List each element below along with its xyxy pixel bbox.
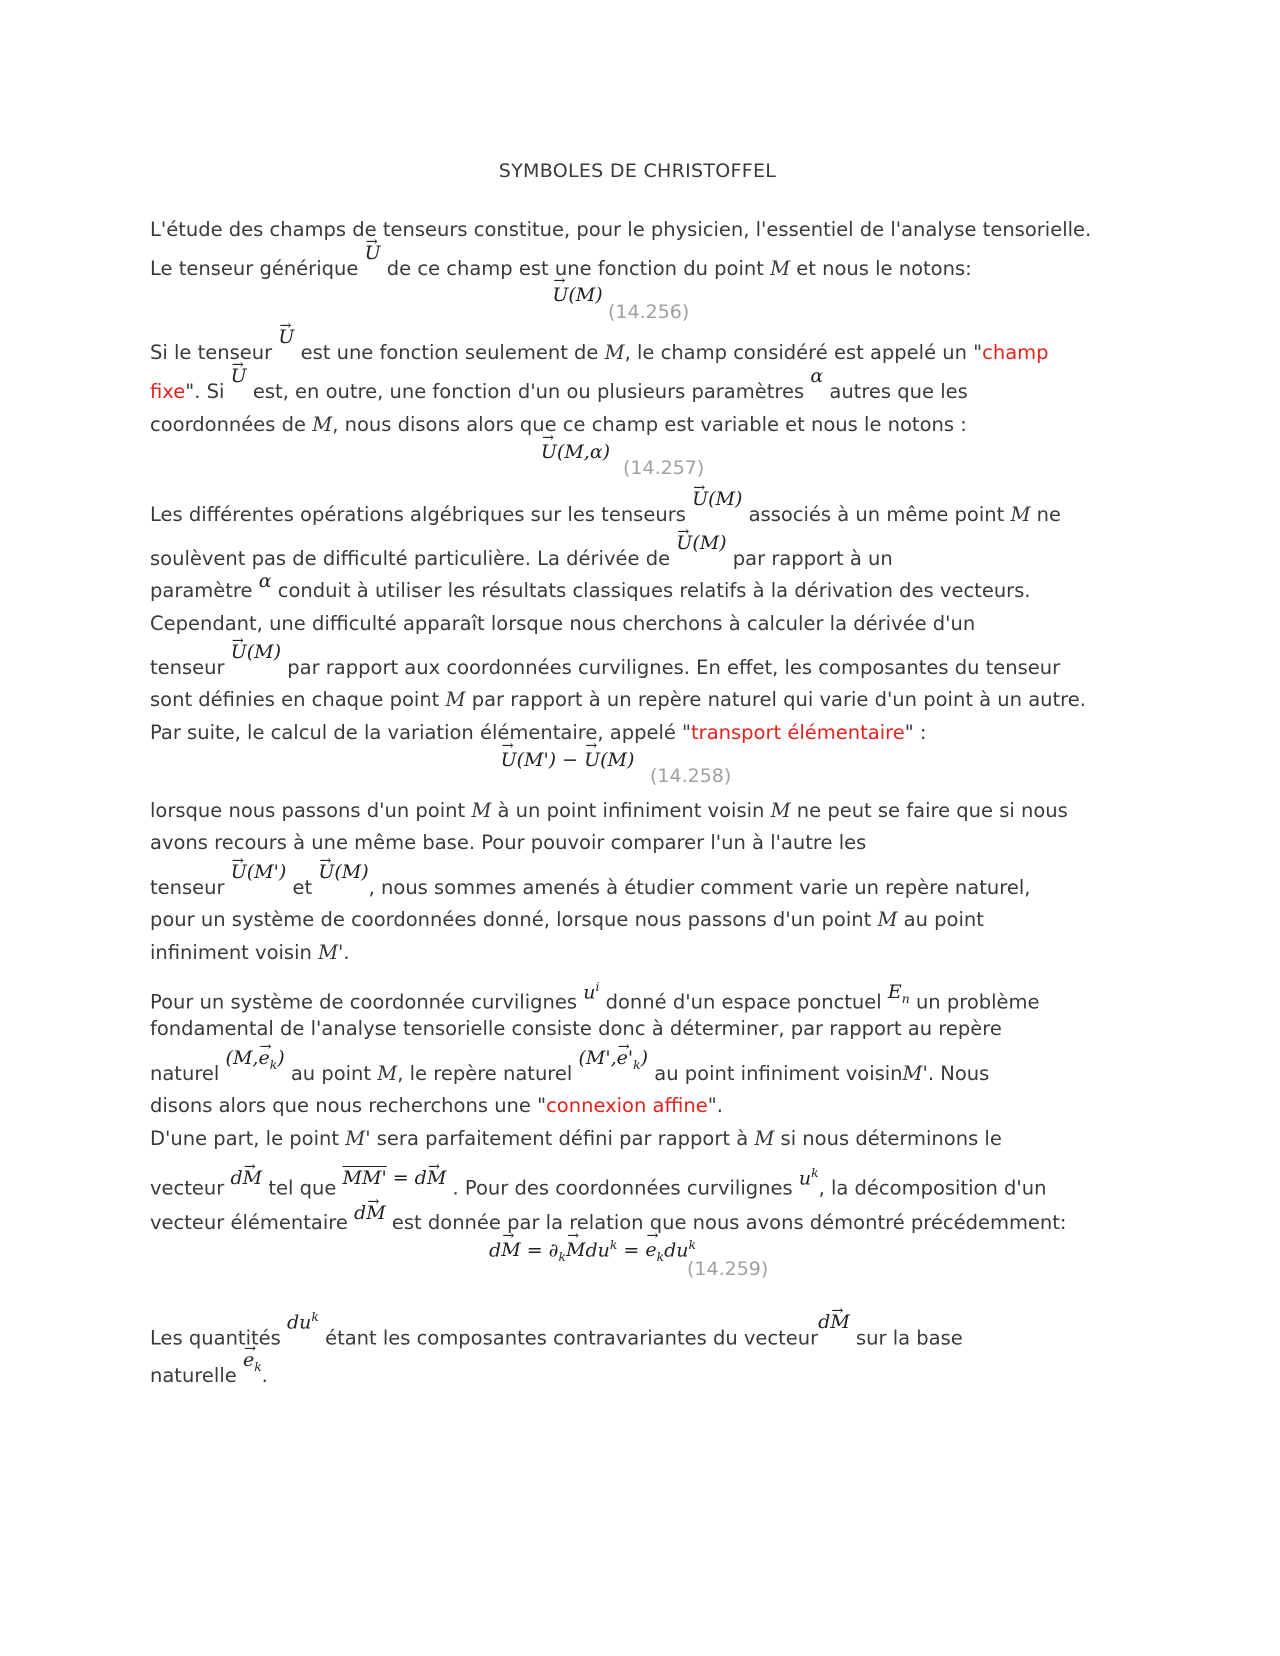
math-point-M: M <box>1010 503 1031 526</box>
paragraph-line <box>150 907 984 933</box>
paragraph-line <box>150 326 1049 366</box>
text: Par suite, le calcul de la variation élémentaire, appelé " <box>150 721 692 744</box>
math-dM: d→ M <box>230 1165 262 1191</box>
math-e-k: → $e_k$ <box>243 1347 262 1380</box>
text: au point <box>903 908 984 931</box>
text: infiniment voisin <box>150 941 312 964</box>
text: . Pour des coordonnées curvilignes <box>452 1176 793 1200</box>
equation-number: (14.257) <box>623 457 705 479</box>
equation-14-258 <box>150 749 1125 771</box>
paragraph-line <box>150 412 967 438</box>
equation-number: (14.259) <box>687 1258 769 1280</box>
text: donné d'un espace ponctuel <box>605 990 882 1014</box>
paragraph-line <box>150 570 1031 604</box>
math-U-of-M: → U(M) <box>318 859 368 885</box>
text: sur la base <box>856 1326 963 1350</box>
equation-expression: $d\to M = \partial_k\to Mdu^k$ = → $e_kdu^k$ <box>489 1238 696 1264</box>
text: Si le tenseur <box>150 341 273 364</box>
paragraph-line <box>150 1202 1067 1236</box>
text: ne <box>1036 503 1061 526</box>
paragraph-line <box>150 798 1068 824</box>
math-point-M: M <box>754 1127 775 1150</box>
math-point-M: M <box>877 908 898 931</box>
text: est une fonction seulement de <box>300 341 599 364</box>
text: Les quantités <box>150 1326 281 1350</box>
paragraph-line <box>150 1016 1002 1042</box>
text: soulèvent pas de difficulté particulière. La dérivée de <box>150 547 671 570</box>
math-U-of-M: → U(M) <box>231 639 281 665</box>
text: à un point infiniment voisin <box>497 799 765 822</box>
text: , nous disons alors que ce champ est variable et nous le notons : <box>332 413 967 436</box>
equation-14-259 <box>150 1238 1125 1264</box>
math-dM: d→ M <box>818 1309 850 1335</box>
text: fondamental de l'analyse tensorielle consiste donc à déterminer, par rapport au repère <box>150 1017 1002 1040</box>
text: vecteur <box>150 1176 225 1200</box>
paragraph-line <box>150 1166 1047 1201</box>
equation-number: (14.258) <box>650 765 732 787</box>
math-tensor-U: → U <box>365 240 381 266</box>
text: Cependant, une difficulté apparaît lorsque nous cherchons à calculer la dérivée d'un <box>150 612 976 635</box>
text: ". <box>707 1094 723 1117</box>
math-alpha: α <box>810 365 824 387</box>
text: paramètre <box>150 579 253 602</box>
text: Pour un système de coordonnée curvilignes <box>150 990 578 1014</box>
math-point-M: M <box>770 257 791 280</box>
text: au point <box>290 1062 372 1085</box>
text: naturelle <box>150 1364 237 1387</box>
text: , la décomposition d'un <box>818 1176 1047 1200</box>
text: de ce champ est une fonction du point <box>386 257 764 280</box>
text: associés à un même point <box>748 503 1005 526</box>
text: par rapport à un <box>732 547 893 570</box>
text: Les différentes opérations algébriques sur les tenseurs <box>150 503 686 526</box>
paragraph-line <box>150 940 350 966</box>
text: sera parfaitement défini par rapport à <box>376 1127 749 1150</box>
math-alpha: α <box>258 570 272 592</box>
text: pour un système de coordonnées donné, lorsque nous passons d'un point <box>150 908 872 931</box>
paragraph-line <box>150 1349 268 1396</box>
paragraph-line <box>150 611 975 637</box>
text: ". Si <box>185 380 225 403</box>
highlight-connexion: connexion affine <box>546 1094 708 1117</box>
paragraph-line <box>150 1047 990 1094</box>
text: avons recours à une même base. Pour pouvoir comparer l'un à l'autre les <box>150 831 867 854</box>
paragraph-line <box>150 720 926 746</box>
math-frame-Mprime-ekprime: $(M',\to e'_k)$ <box>579 1045 649 1078</box>
math-point-Mprime: M' <box>345 1127 371 1150</box>
equation-expression: → U(M) <box>552 284 602 306</box>
math-frame-M-ek: $(M,\to e_k)$ <box>226 1045 285 1078</box>
text: Le tenseur générique <box>150 257 359 280</box>
paragraph-line <box>150 861 1031 901</box>
text: lorsque nous passons d'un point <box>150 799 466 822</box>
text: " : <box>904 721 927 744</box>
paragraph-line <box>150 1310 963 1351</box>
math-U-of-Mprime: → U(M') <box>231 859 287 885</box>
text: ne peut se faire que si nous <box>796 799 1068 822</box>
text: et <box>292 876 313 899</box>
paragraph-line <box>150 217 1091 243</box>
equation-expression: → U(M,α) <box>541 441 610 463</box>
text: tenseur <box>150 876 225 899</box>
paragraph-line <box>150 641 1061 681</box>
math-tensor-U: → U <box>278 324 294 350</box>
highlight-champ: champ <box>982 341 1049 364</box>
text: L'étude des champs de tenseurs constitue, pour le physicien, l'essentiel de l'analyse tensorielle. <box>150 218 1092 241</box>
text: autres que les <box>829 380 968 403</box>
text: , le champ considéré est appelé un " <box>624 341 983 364</box>
paragraph-line <box>150 488 1061 528</box>
math-point-M: M <box>445 688 466 711</box>
text: vecteur élémentaire <box>150 1211 348 1234</box>
text: , nous sommes amenés à étudier comment varie un repère naturel, <box>368 876 1031 899</box>
math-E-n: $E_n$ <box>887 981 910 1007</box>
math-dM: d→ M <box>354 1200 386 1226</box>
text: . <box>343 941 350 964</box>
equation-expression: → U(M') − → U(M) <box>501 749 635 771</box>
math-MMprime-equals-dM: MM' = d→ M <box>343 1165 447 1191</box>
math-point-M: M <box>770 799 791 822</box>
text: . <box>261 1364 268 1387</box>
math-u-i: $u^i$ <box>583 980 600 1004</box>
math-tensor-U: → U <box>231 363 247 389</box>
text: est, en outre, une fonction d'un ou plusieurs paramètres <box>252 380 805 403</box>
text: si nous déterminons le <box>780 1127 1002 1150</box>
text: coordonnées de <box>150 413 307 436</box>
math-point-Mprime: M' <box>902 1062 928 1085</box>
text: conduit à utiliser les résultats classiques relatifs à la dérivation des vecteurs. <box>277 579 1031 602</box>
math-point-M: M <box>604 341 625 364</box>
text: D'une part, le point <box>150 1127 340 1150</box>
text: tenseur <box>150 656 225 679</box>
page-title: SYMBOLES DE CHRISTOFFEL <box>498 160 777 182</box>
paragraph-line <box>150 830 866 856</box>
text: et nous le notons: <box>796 257 972 280</box>
text: disons alors que nous recherchons une " <box>150 1094 547 1117</box>
paragraph-line <box>150 365 968 405</box>
document-page <box>150 0 1125 1656</box>
text: naturel <box>150 1062 220 1085</box>
text: par rapport à un repère naturel qui varie d'un point à un autre. <box>471 688 1086 711</box>
paragraph-line <box>150 687 1086 713</box>
math-point-M: M <box>312 413 333 436</box>
text: sont définies en chaque point <box>150 688 440 711</box>
paragraph-line <box>150 1126 1002 1152</box>
equation-number: (14.256) <box>608 301 690 323</box>
text: au point infiniment voisin <box>654 1062 903 1085</box>
math-u-k: $u^k$ <box>798 1166 819 1190</box>
text: un problème <box>915 990 1040 1014</box>
text: par rapport aux coordonnées curvilignes. En effet, les composantes du tenseur <box>287 656 1061 679</box>
math-point-M: M <box>471 799 492 822</box>
math-du-k: $du^k$ <box>287 1310 319 1334</box>
math-U-of-M: → U(M) <box>676 530 726 556</box>
text: étant les composantes contravariantes du vecteur <box>325 1326 819 1350</box>
highlight-fixe: fixe <box>150 380 186 403</box>
math-point-Mprime: M' <box>318 941 344 964</box>
paragraph-line <box>150 1093 723 1119</box>
text: , le repère naturel <box>397 1062 573 1085</box>
highlight-transport: transport élémentaire <box>691 721 905 744</box>
math-U-of-M: → U(M) <box>692 486 742 512</box>
text: . Nous <box>927 1062 990 1085</box>
text: est donnée par la relation que nous avons démontré précédemment: <box>391 1211 1067 1234</box>
math-point-M: M <box>377 1062 398 1085</box>
text: tel que <box>268 1176 337 1200</box>
